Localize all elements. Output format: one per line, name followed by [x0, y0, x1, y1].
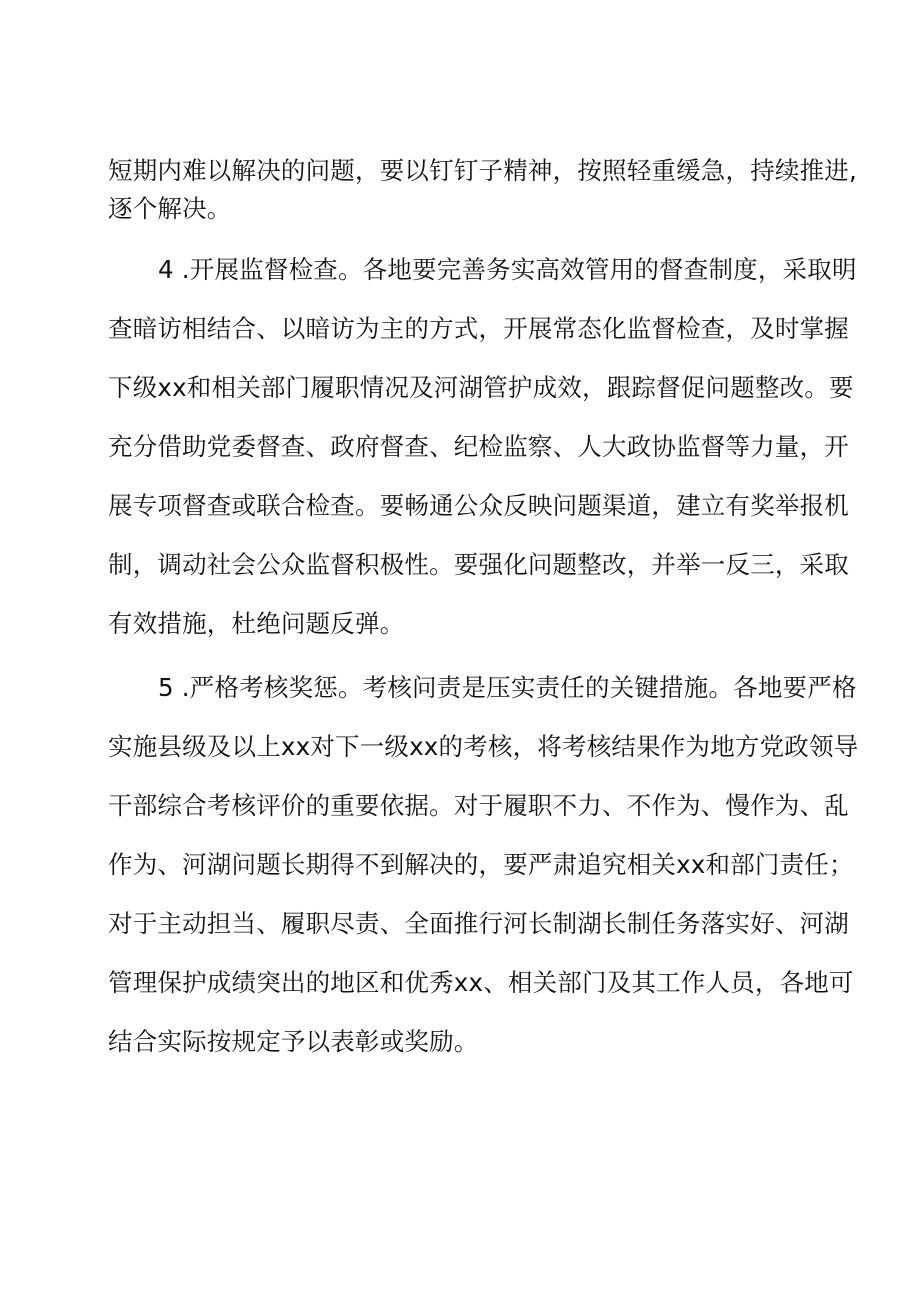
text-line: 实施县级及以上xx对下一级xx的考核，将考核结果作为地方党政领导	[108, 732, 859, 761]
text-line: 短期内难以解决的问题，要以钉钉子精神，按照轻重缓急，持续推进,	[108, 156, 857, 185]
text-line: 查暗访相结合、以暗访为主的方式，开展常态化监督检查，及时掌握	[108, 314, 849, 343]
paragraph-4-first-line: 4 .开展监督检查。各地要完善务实高效管用的督查制度，采取明	[158, 255, 857, 284]
text-line: 有效措施，杜绝问题反弹。	[108, 609, 405, 638]
text-line: 干部综合考核评价的重要依据。对于履职不力、不作为、慢作为、乱	[108, 791, 849, 820]
text-line: 结合实际按规定予以表彰或奖励。	[108, 1027, 479, 1056]
text-line: 逐个解决。	[108, 194, 232, 223]
text-line: 对于主动担当、履职尽责、全面推行河长制湖长制任务落实好、河湖	[108, 909, 849, 938]
text-line: 充分借助党委督查、政府督查、纪检监察、人大政协监督等力量，开	[108, 432, 849, 461]
text-line: 制，调动社会公众监督积极性。要强化问题整改，并举一反三，采取	[108, 550, 849, 579]
text-line: 展专项督查或联合检查。要畅通公众反映问题渠道，建立有奖举报机	[108, 491, 849, 520]
text-line: 作为、河湖问题长期得不到解决的，要严肃追究相关xx和部门责任；	[108, 850, 854, 879]
text-line: 下级xx和相关部门履职情况及河湖管护成效，跟踪督促问题整改。要	[108, 373, 854, 402]
text-line: 管理保护成绩突出的地区和优秀xx、相关部门及其工作人员，各地可	[108, 968, 854, 997]
paragraph-5-first-line: 5 .严格考核奖惩。考核问责是压实责任的关键措施。各地要严格	[158, 673, 857, 702]
